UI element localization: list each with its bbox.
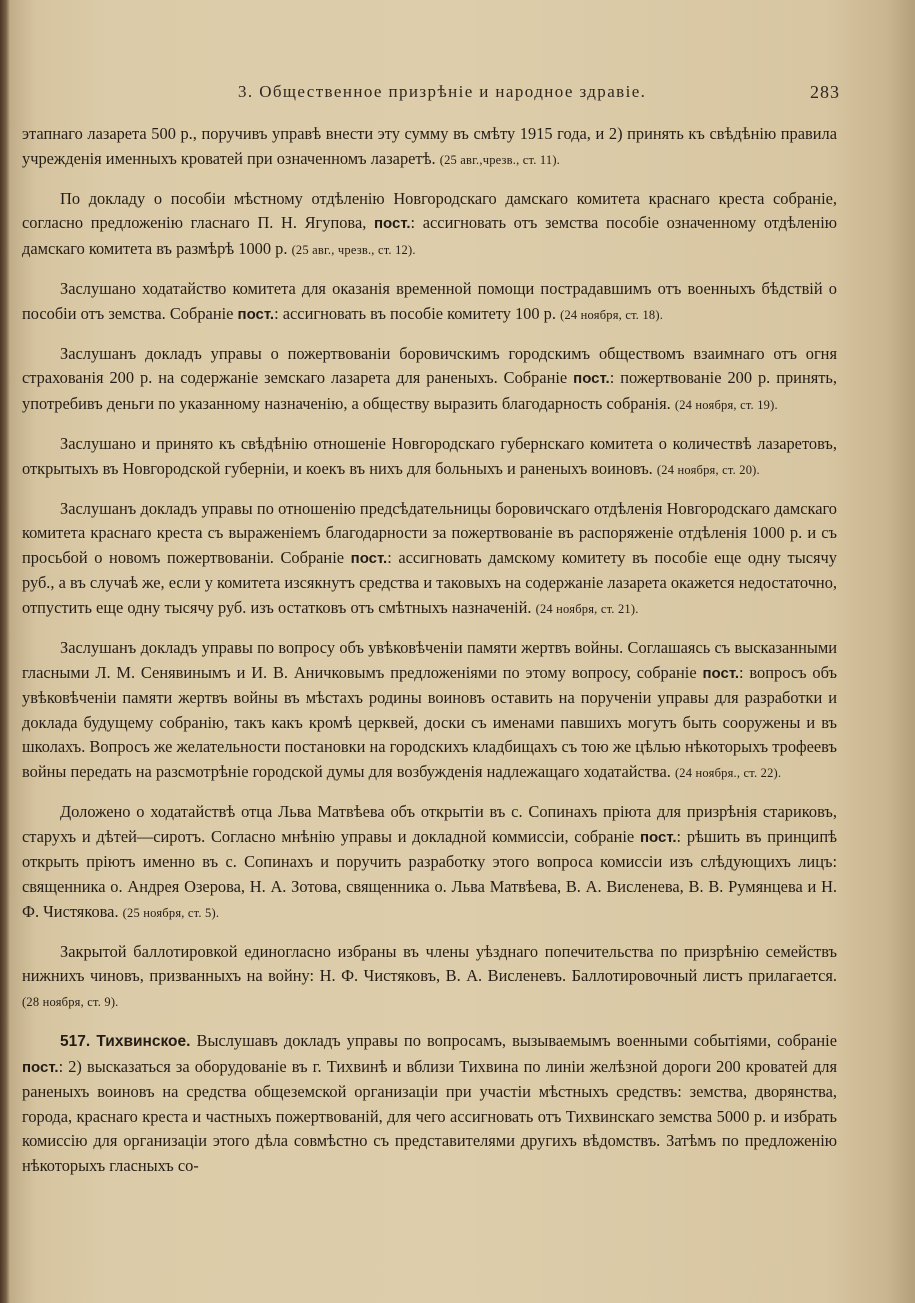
paragraph (22, 497, 837, 622)
session-reference: (25 авг., чрезв., ст. 12). (291, 242, 416, 257)
paragraph-text: Закрытой баллотировкой единогласно избраны въ члены уѣзднаго попечительства по призрѣнію семействъ нижнихъ чиновъ, призванныхъ на войну: Н. Ф. Чистяковъ, В. А. Висленевъ. Баллотировочный листъ прилагается. (22, 941, 837, 986)
binding-shadow (0, 0, 10, 1303)
resolution-text: : ассигновать въ пособіе комитету 100 р. (274, 303, 556, 323)
resolution-text: : ассигновать отъ земства пособіе означенному отдѣленію дамскаго комитета въ размѣрѣ 1000 р. (22, 213, 838, 258)
section-title: 3. Общественное призрѣніе и народное здравіе. (238, 82, 647, 101)
paragraph (22, 636, 837, 786)
session-reference: (28 ноября, ст. 9). (22, 994, 119, 1009)
paragraph-text: этапнаго лазарета 500 р., поручивъ управѣ внести эту сумму въ смѣту 1915 года, и 2) принять къ свѣдѣнію правила учрежденія именныхъ кроватей при означенномъ лазаретѣ. (22, 124, 837, 168)
resolution-text: : рѣшить въ принципѣ открыть пріютъ именно въ с. Сопинахъ и поручить разработку этого вопроса комиссіи изъ слѣдующихъ лицъ: священника о. Андрея Озерова, Н. А. Зотова, священника о. Льва Матвѣева, В. А. Висленева, В. В. Румянцева и Н. Ф. Чистякова. (22, 826, 837, 921)
paragraph (22, 122, 837, 172)
resolution-keyword: пост. (702, 664, 740, 682)
session-reference: (24 ноября, ст. 20). (656, 462, 760, 477)
paragraph (22, 342, 837, 418)
resolution-keyword: пост. (237, 305, 275, 323)
resolution-text: : ассигновать дамскому комитету въ пособіе еще одну тысячу руб., а въ случаѣ же, если у комитета изсякнутъ средства и таковыхъ на содержаніе лазарета окажется недостаточно, отпустить еще одну тысячу руб. изъ остатковъ отъ смѣтныхъ назначеній. (22, 547, 837, 617)
session-reference: (25 авг.,чрезв., ст. 11). (439, 152, 561, 167)
running-header (20, 82, 840, 112)
session-reference: (24 ноября., ст. 22). (674, 766, 782, 781)
paragraph (22, 432, 837, 482)
paragraph-text: Выслушавъ докладъ управы по вопросамъ, вызываемымъ военными событіями, собраніе (196, 1030, 837, 1050)
paragraph (22, 187, 837, 263)
session-reference: (24 ноября, ст. 21). (535, 602, 639, 616)
session-reference: (24 ноября, ст. 18). (560, 307, 664, 322)
entry-heading: 517. Тихвинское. (60, 1032, 191, 1050)
paragraph (22, 1029, 837, 1179)
paragraph-text: Заслушано ходатайство комитета для оказанія временной помощи пострадавшимъ отъ военныхъ бѣдствій о пособіи отъ земства. Собраніе (22, 278, 837, 323)
resolution-keyword: пост. (639, 828, 677, 846)
session-reference: (24 ноября, ст. 19). (674, 397, 778, 412)
paragraph (22, 940, 837, 1015)
resolution-keyword: пост. (350, 549, 388, 567)
resolution-keyword: пост. (22, 1058, 59, 1076)
paragraph-text: Заслушано и принято къ свѣдѣнію отношеніе Новгородскаго губернскаго комитета о количествѣ лазаретовъ, открытыхъ въ Новгородской губерніи, и коекъ въ нихъ для больныхъ и раненыхъ воиновъ. (22, 433, 837, 478)
paragraph-text: Заслушанъ докладъ управы по вопросу объ увѣковѣченіи памяти жертвъ войны. Соглашаясь съ высказанными гласными Л. М. Сенявинымъ и И. В. Аничковымъ предложеніями по этому вопросу, собраніе (22, 638, 837, 682)
session-reference: (25 ноября, ст. 5). (122, 905, 220, 920)
resolution-text: : пожертвованіе 200 р. принять, употребивъ деньги по указанному назначенію, а обществу выразить благодарность собранія. (22, 368, 837, 413)
page-number: 283 (810, 82, 840, 102)
resolution-text: : вопросъ объ увѣковѣченіи памяти жертвъ войны въ мѣстахъ родины воиновъ оставить на порученіи управы для разработки и доклада будущему собранію, такъ какъ кромѣ церквей, доски съ именами павшихъ могутъ быть сооружены и въ школахъ. Вопросъ же желательности постановки на городскихъ кладбищахъ съ тою же цѣлью нѣкоторыхъ трофеевъ войны передать на разсмотрѣніе городской думы для возбужденія надлежащаго ходатайства. (22, 662, 838, 782)
resolution-keyword: пост. (373, 215, 411, 233)
paragraph-text: Заслушанъ докладъ управы о пожертвованіи боровичскимъ городскимъ обществомъ взаимнаго отъ огня страхованія 200 р. на содержаніе земскаго лазарета для раненыхъ. Собраніе (22, 343, 837, 388)
paragraph-text: Заслушанъ докладъ управы по отношенію предсѣдательницы боровичскаго отдѣленія Новгородскаго дамскаго комитета краснаго креста съ выраженіемъ благодарности за пожертвованіе въ распоряженіе отдѣленія 1000 р. и съ просьбой о новомъ пожертвованіи. Собраніе (22, 498, 837, 567)
resolution-text: : 2) высказаться за оборудованіе въ г. Тихвинѣ и вблизи Тихвина по линіи желѣзной дороги 200 кроватей для раненыхъ воиновъ на средства общеземской организаціи при участіи мѣстныхъ средствъ: земства, дворянства, города, краснаго креста и частныхъ пожертвованій, для чего ассигновать отъ Тихвинскаго земства 5000 р. и избрать комиссію для организаціи этого дѣла совмѣстно съ представителями другихъ вѣдомствъ. Затѣмъ по предложенію нѣкоторыхъ гласныхъ со- (22, 1056, 837, 1175)
paragraph (22, 800, 837, 925)
resolution-keyword: пост. (573, 370, 610, 388)
page-body (22, 122, 837, 1193)
paragraph (22, 277, 837, 327)
paragraph-text: По докладу о пособіи мѣстному отдѣленію Новгородскаго дамскаго комитета краснаго креста собраніе, согласно предложенію гласнаго П. Н. Ягупова, (22, 188, 837, 233)
paragraph-text: Доложено о ходатайствѣ отца Льва Матвѣева объ открытіи въ с. Сопинахъ пріюта для призрѣнія стариковъ, старухъ и дѣтей—сиротъ. Согласно мнѣнію управы и докладной коммиссіи, собраніе (22, 802, 837, 846)
